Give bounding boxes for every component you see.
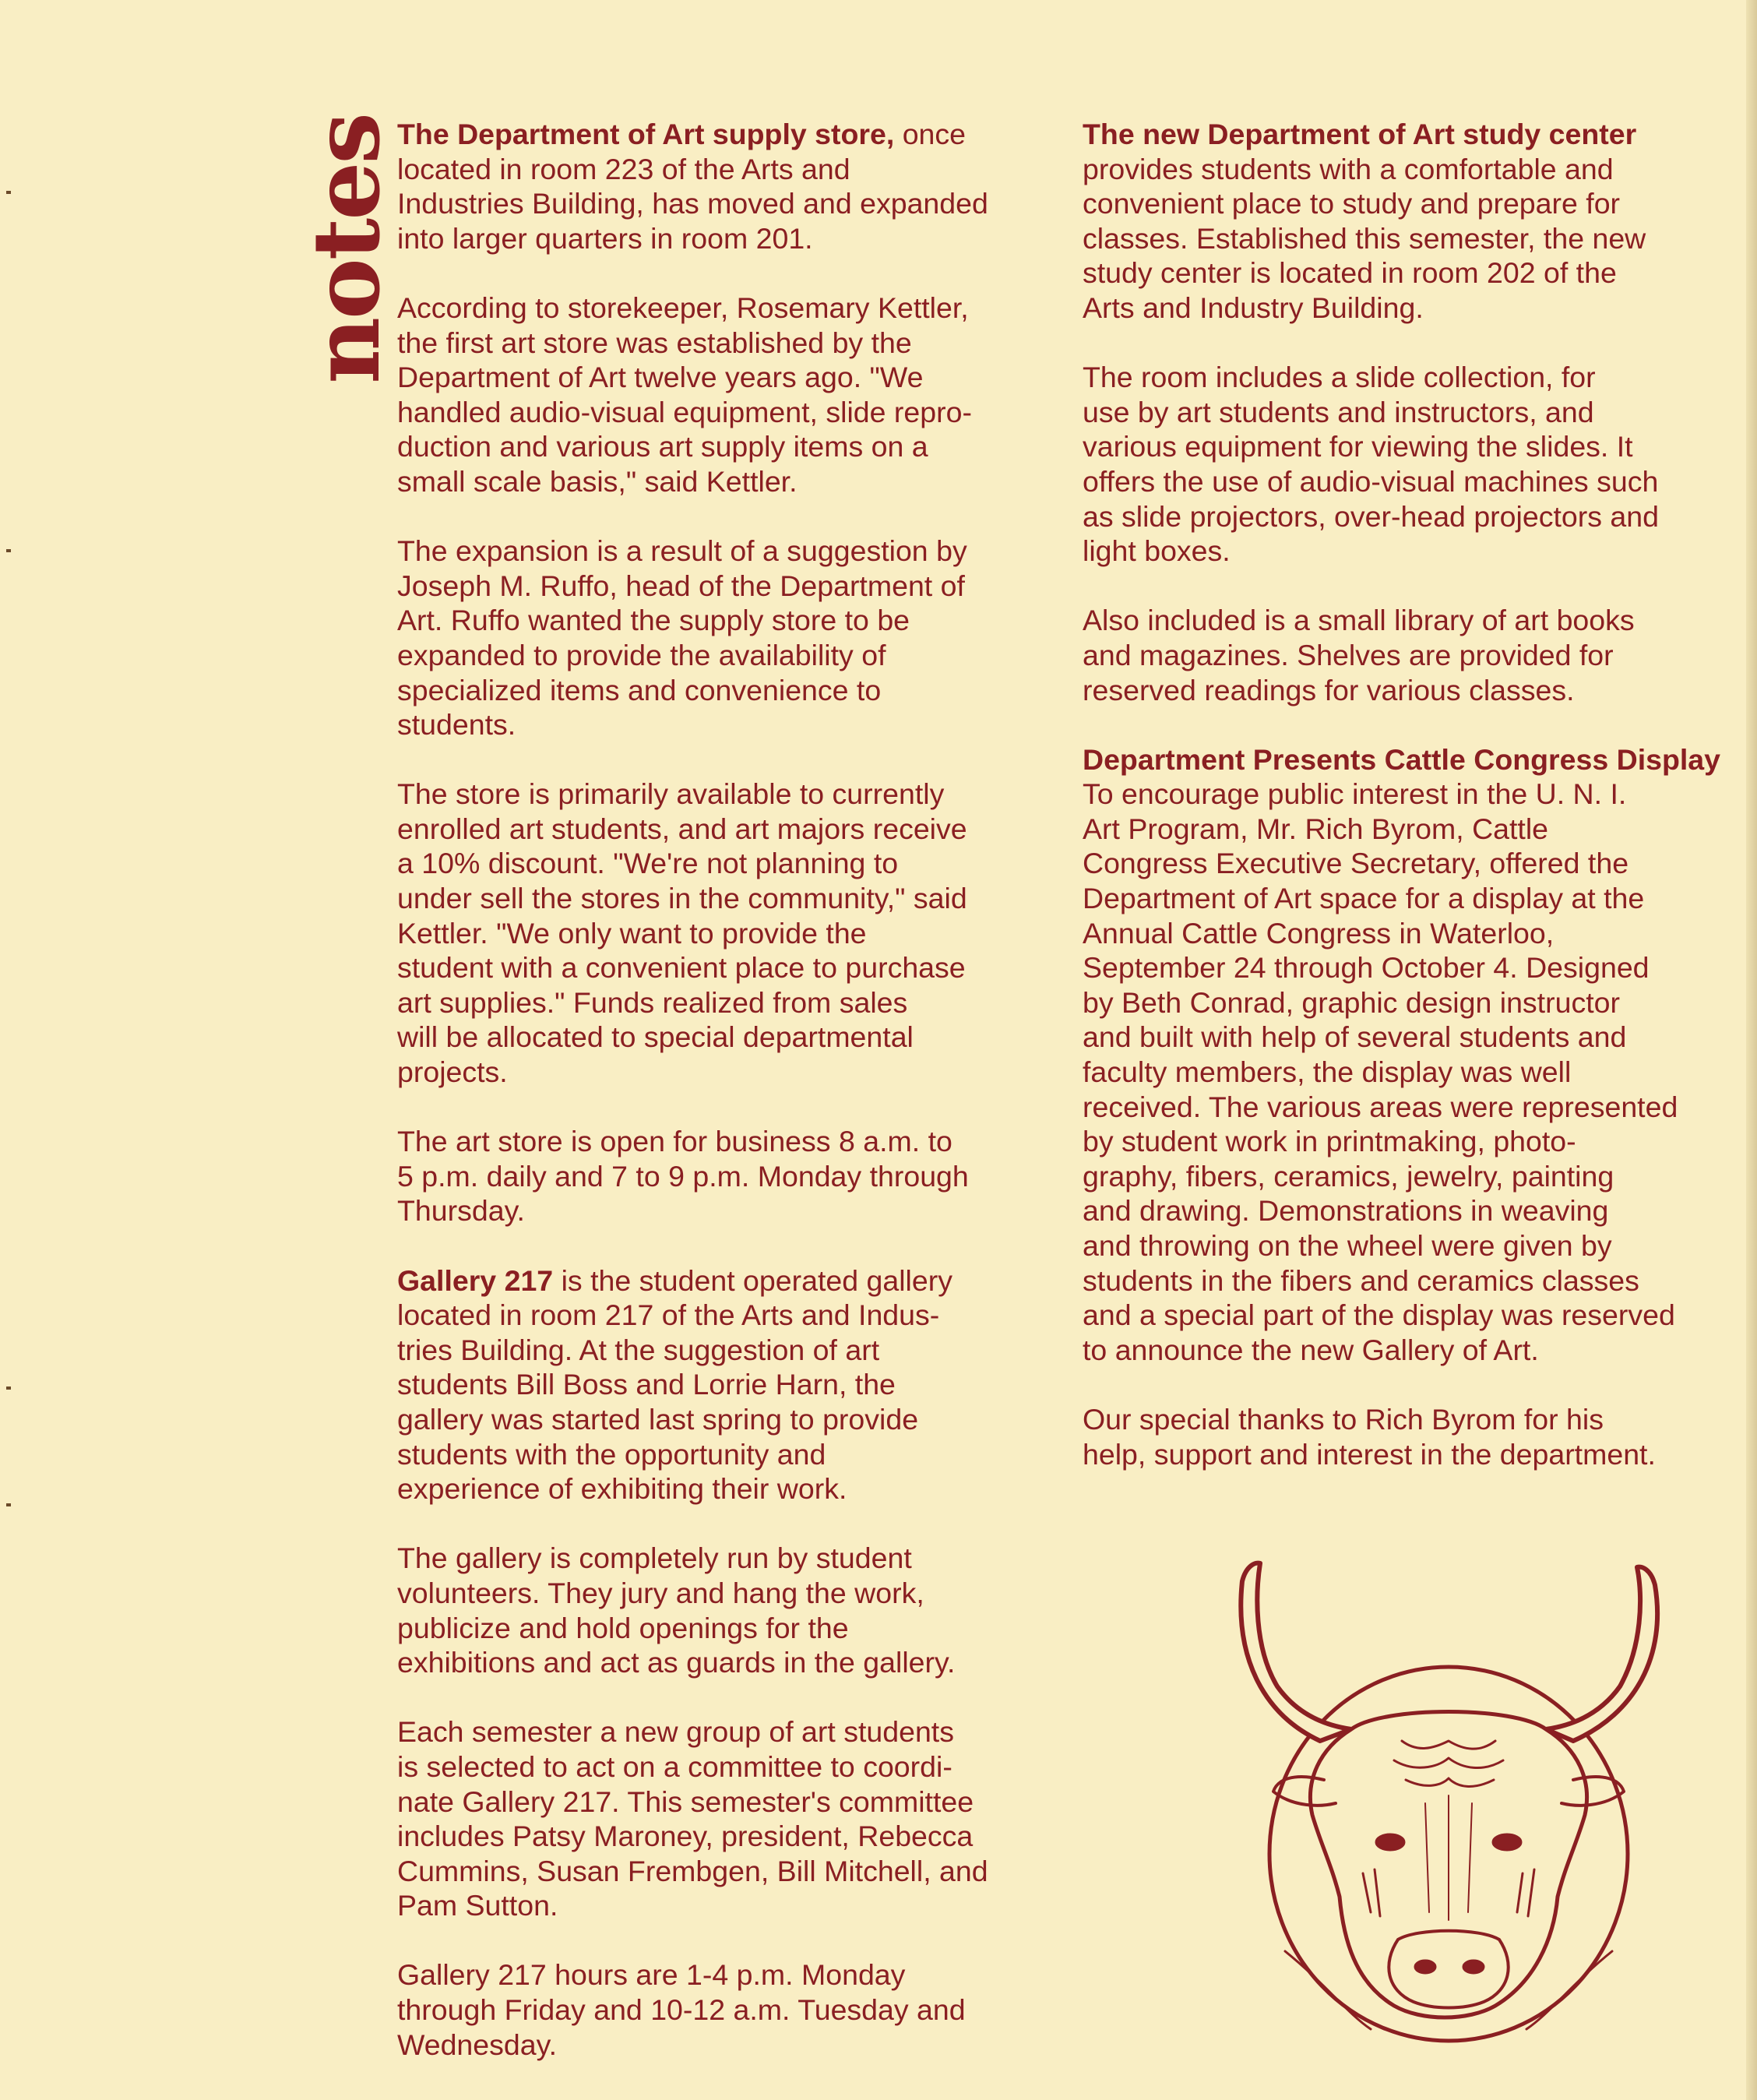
text-line: Congress Executive Secretary, offered the	[1083, 847, 1629, 880]
paragraph	[397, 117, 1036, 255]
paragraph	[397, 534, 1036, 742]
text-line: art supplies." Funds realized from sales	[397, 985, 908, 1019]
text-line: by Beth Conrad, graphic design instructor	[1083, 985, 1620, 1019]
text-line: Department of Art space for a display at the	[1083, 882, 1645, 915]
text-line: Thursday.	[397, 1194, 525, 1228]
text-line: September 24 through October 4. Designed	[1083, 951, 1650, 985]
margin-mark	[6, 1386, 11, 1390]
text-line: located in room 223 of the Arts and	[397, 152, 850, 185]
text-line: will be allocated to special departmental	[397, 1020, 914, 1054]
text-line: Industries Building, has moved and expanded	[397, 187, 988, 220]
text-line: through Friday and 10-12 a.m. Tuesday and	[397, 1993, 966, 2027]
margin-mark	[6, 1503, 11, 1506]
text-line: expanded to provide the availability of	[397, 638, 886, 671]
page-edge	[1746, 0, 1757, 2100]
text-line	[397, 1263, 1036, 1298]
text-line	[1083, 742, 1721, 812]
text-line: students in the fibers and ceramics classes	[1083, 1263, 1639, 1297]
text-line: received. The various areas were represented	[1083, 1090, 1678, 1123]
text-line: specialized items and convenience to	[397, 673, 882, 706]
text-line: duction and various art supply items on a	[397, 430, 928, 463]
text-line: Kettler. "We only want to provide the	[397, 916, 867, 950]
text-line: Arts and Industry Building.	[1083, 291, 1424, 324]
paragraph	[1083, 742, 1721, 1368]
paragraph	[397, 777, 1036, 1089]
paragraph	[397, 291, 1036, 499]
text-line: under sell the stores in the community," said	[397, 882, 967, 915]
paragraph	[397, 1714, 1036, 1923]
text-line: Each semester a new group of art students	[397, 1715, 954, 1749]
text-run: provides students with a comfortable and	[1083, 152, 1614, 185]
paragraph	[1083, 603, 1721, 707]
text-line: various equipment for viewing the slides. It	[1083, 430, 1633, 463]
left-column	[397, 117, 1036, 2097]
text-line: small scale basis," said Kettler.	[397, 464, 798, 498]
text-line: Wednesday.	[397, 2028, 557, 2061]
text-line: Department of Art twelve years ago. "We	[397, 361, 924, 394]
text-line: tries Building. At the suggestion of art	[397, 1333, 880, 1366]
text-line: a 10% discount. "We're not planning to	[397, 847, 899, 880]
text-line	[397, 117, 1036, 152]
text-line: The room includes a slide collection, for	[1083, 361, 1596, 394]
text-line: and throwing on the wheel were given by	[1083, 1229, 1612, 1262]
text-line: volunteers. They jury and hang the work,	[397, 1576, 924, 1609]
text-line: Annual Cattle Congress in Waterloo,	[1083, 916, 1555, 950]
paragraph	[397, 1541, 1036, 1679]
text-line: graphy, fibers, ceramics, jewelry, painting	[1083, 1159, 1614, 1193]
text-line: classes. Established this semester, the new	[1083, 221, 1646, 255]
text-line: and magazines. Shelves are provided for	[1083, 638, 1614, 671]
text-line: students with the opportunity and	[397, 1437, 826, 1471]
text-line: Art. Ruffo wanted the supply store to be	[397, 604, 910, 637]
text-line: and drawing. Demonstrations in weaving	[1083, 1194, 1609, 1228]
text-line: experience of exhibiting their work.	[397, 1472, 847, 1506]
text-line: enrolled art students, and art majors receive	[397, 812, 967, 845]
text-line: offers the use of audio-visual machines such	[1083, 464, 1659, 498]
text-line: The gallery is completely run by student	[397, 1542, 912, 1575]
paragraph	[1083, 1402, 1721, 1471]
text-run: once	[894, 118, 967, 150]
text-line: projects.	[397, 1055, 508, 1089]
paragraph-heading: Gallery 217	[397, 1263, 554, 1297]
text-run: To encourage public interest in the U. N. I.	[1083, 777, 1627, 811]
paragraph-heading: The new Department of Art study center	[1083, 118, 1637, 150]
text-line: and a special part of the display was reserved	[1083, 1298, 1675, 1332]
text-line: Pam Sutton.	[397, 1889, 558, 1922]
text-line: reserved readings for various classes.	[1083, 673, 1575, 706]
text-line: exhibitions and act as guards in the gallery.	[397, 1646, 956, 1679]
text-line: Our special thanks to Rich Byrom for his	[1083, 1402, 1604, 1436]
bull-head-icon	[1168, 1546, 1729, 2045]
text-run: is the student operated gallery	[553, 1263, 952, 1297]
text-line: use by art students and instructors, and	[1083, 395, 1594, 428]
paragraph	[1083, 360, 1721, 569]
side-title	[284, 101, 409, 397]
paragraph-heading: Department Presents Cattle Congress Display	[1083, 742, 1721, 776]
text-line: Joseph M. Ruffo, head of the Department of	[397, 569, 965, 602]
text-line: According to storekeeper, Rosemary Kettler,	[397, 291, 969, 324]
text-line: The art store is open for business 8 a.m. to	[397, 1125, 952, 1158]
text-line	[1083, 117, 1721, 186]
text-line: convenient place to study and prepare for	[1083, 187, 1621, 220]
text-line: student with a convenient place to purchase	[397, 951, 966, 985]
text-line: Gallery 217 hours are 1-4 p.m. Monday	[397, 1958, 906, 1992]
text-line: Art Program, Mr. Rich Byrom, Cattle	[1083, 812, 1549, 845]
text-line: to announce the new Gallery of Art.	[1083, 1333, 1539, 1366]
text-line: and built with help of several students and	[1083, 1020, 1627, 1054]
text-line: located in room 217 of the Arts and Indus-	[397, 1298, 940, 1332]
text-line: publicize and hold openings for the	[397, 1611, 849, 1644]
text-line: students Bill Boss and Lorrie Harn, the	[397, 1368, 896, 1401]
text-line: as slide projectors, over-head projectors and	[1083, 499, 1659, 533]
text-line: gallery was started last spring to provide	[397, 1402, 919, 1436]
side-title-text: notes	[292, 115, 400, 384]
text-line: nate Gallery 217. This semester's committee	[397, 1785, 974, 1818]
text-line: The store is primarily available to currently	[397, 777, 945, 811]
text-line: Also included is a small library of art books	[1083, 604, 1635, 637]
text-line: The expansion is a result of a suggestion by	[397, 534, 967, 568]
text-line: students.	[397, 708, 516, 742]
text-line: light boxes.	[1083, 534, 1231, 568]
right-column	[1083, 117, 1721, 1506]
text-line: by student work in printmaking, photo-	[1083, 1125, 1576, 1158]
paragraph	[397, 1957, 1036, 2062]
paragraph	[397, 1263, 1036, 1506]
text-line: help, support and interest in the department.	[1083, 1437, 1656, 1471]
text-line: the first art store was established by the	[397, 326, 912, 359]
text-line: includes Patsy Maroney, president, Rebecca	[397, 1820, 974, 1853]
paragraph	[1083, 117, 1721, 326]
text-line: 5 p.m. daily and 7 to 9 p.m. Monday through	[397, 1159, 969, 1193]
text-line: is selected to act on a committee to coordi-	[397, 1749, 952, 1783]
text-line: Cummins, Susan Frembgen, Bill Mitchell, and	[397, 1854, 988, 1887]
paragraph	[397, 1124, 1036, 1228]
margin-mark	[6, 549, 11, 552]
margin-mark	[6, 191, 11, 194]
text-line: handled audio-visual equipment, slide repro-	[397, 395, 972, 428]
text-line: study center is located in room 202 of the	[1083, 256, 1617, 290]
paragraph-heading: The Department of Art supply store,	[397, 118, 895, 150]
text-line: into larger quarters in room 201.	[397, 221, 813, 255]
text-line: faculty members, the display was well	[1083, 1055, 1572, 1089]
